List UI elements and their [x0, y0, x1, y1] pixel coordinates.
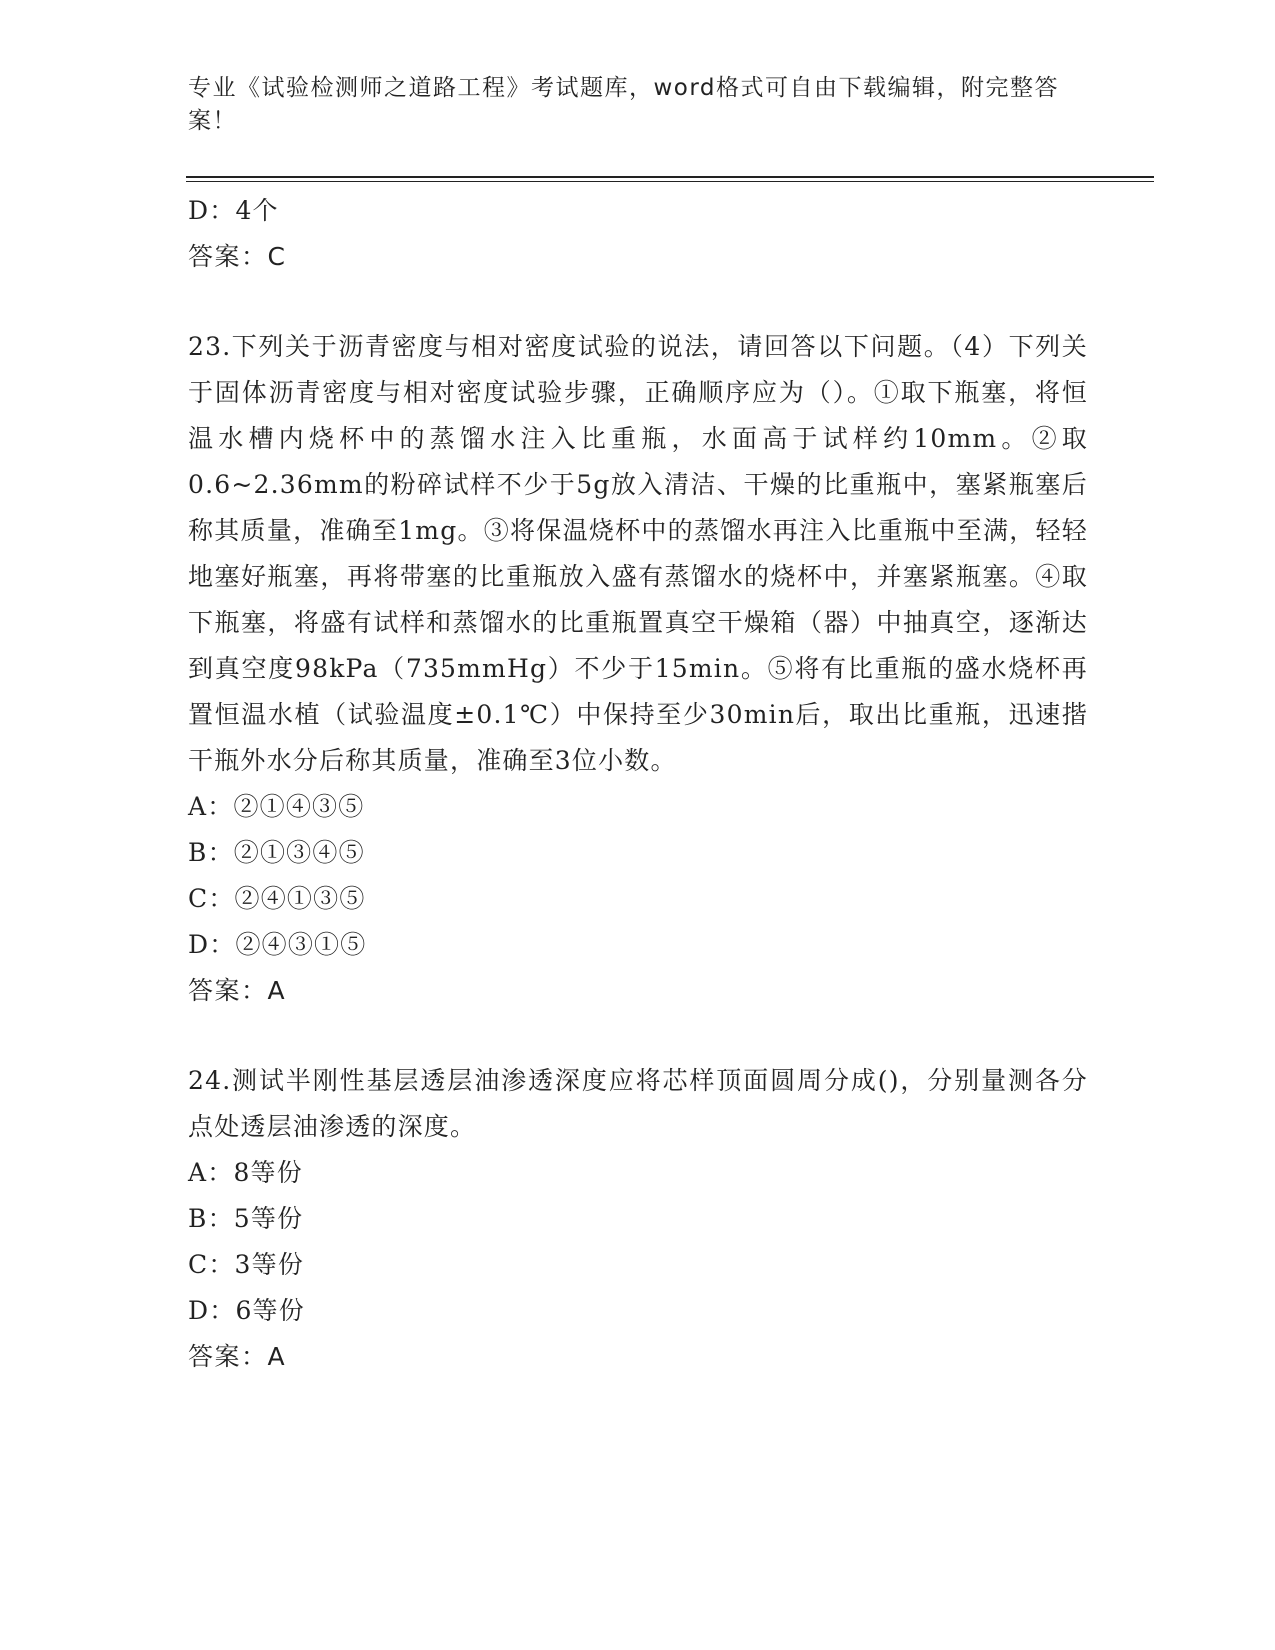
- question-stem: 23.下列关于沥青密度与相对密度试验的说法，请回答以下问题。（4）下列关于固体沥青密度与相对密度试验步骤，正确顺序应为（）。①取下瓶塞，将恒温水槽内烧杯中的蒸馏水注入比重瓶，水面高于试样约10mm。②取0.6~2.36mm的粉碎试样不少于5g放入清洁、干燥的比重瓶中，塞紧瓶塞后称其质量，准确至1mg。③将保温烧杯中的蒸馏水再注入比重瓶中至满，轻轻地塞好瓶塞，再将带塞的比重瓶放入盛有蒸馏水的烧杯中，并塞紧瓶塞。④取下瓶塞，将盛有试样和蒸馏水的比重瓶置真空干燥箱（器）中抽真空，逐渐达到真空度98kPa（735mmHg）不少于15min。⑤将有比重瓶的盛水烧杯再置恒温水植（试验温度±0.1℃）中保持至少30min后，取出比重瓶，迅速揩干瓶外水分后称其质量，准确至3位小数。: [188, 332, 1088, 775]
- page-header-text: 专业《试验检测师之道路工程》考试题库，word格式可自由下载编辑，附完整答案！: [188, 75, 1060, 134]
- option-b: B：②①③④⑤: [188, 838, 365, 867]
- question-23: [188, 324, 1088, 1014]
- option-d: D：②④③①⑤: [188, 930, 367, 959]
- answer-line: 答案：C: [188, 242, 287, 271]
- document-body: [188, 188, 1088, 1380]
- header-rule-thin: [186, 181, 1154, 182]
- previous-question-tail: [188, 188, 1088, 280]
- option-a: A：8等份: [188, 1158, 303, 1187]
- option-c: C：3等份: [188, 1250, 305, 1279]
- question-24: [188, 1058, 1088, 1380]
- header-rule-thick: [186, 176, 1154, 178]
- option-d: D：4个: [188, 196, 279, 225]
- spacer: [188, 280, 1088, 324]
- answer-line: 答案：A: [188, 1342, 287, 1371]
- option-a: A：②①④③⑤: [188, 792, 365, 821]
- answer-line: 答案：A: [188, 976, 287, 1005]
- option-d: D：6等份: [188, 1296, 305, 1325]
- option-c: C：②④①③⑤: [188, 884, 366, 913]
- question-stem: 24.测试半刚性基层透层油渗透深度应将芯样顶面圆周分成()，分别量测各分点处透层油渗透的深度。: [188, 1066, 1088, 1141]
- option-b: B：5等份: [188, 1204, 304, 1233]
- spacer: [188, 1014, 1088, 1058]
